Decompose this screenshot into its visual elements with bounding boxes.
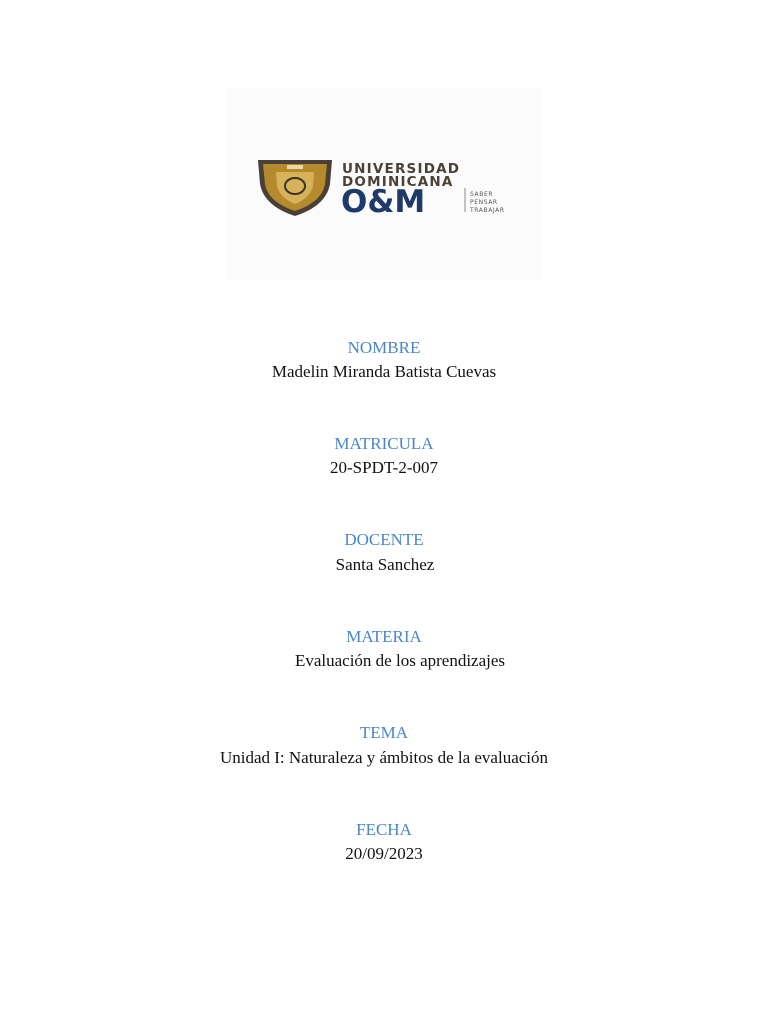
logo-motto-2: PENSAR — [470, 199, 498, 206]
tema-value: Unidad I: Naturaleza y ámbitos de la evaluación — [219, 748, 549, 767]
logo-motto-3: TRABAJAR — [470, 207, 505, 214]
nombre-label: NOMBRE — [347, 338, 421, 357]
nombre-value: Madelin Miranda Batista Cuevas — [271, 362, 497, 381]
docente-label: DOCENTE — [344, 530, 424, 549]
tema-label: TEMA — [359, 723, 409, 742]
logo-line1: UNIVERSIDAD — [342, 161, 461, 177]
shield-icon — [258, 160, 332, 216]
university-logo — [226, 88, 542, 280]
matricula-label: MATRICULA — [334, 434, 434, 453]
logo-line2: DOMINICANA — [342, 174, 454, 190]
logo-graphic — [226, 88, 542, 280]
fecha-label: FECHA — [356, 820, 412, 839]
matricula-value: 20-SPDT-2-007 — [330, 458, 438, 477]
logo-brand: O&M — [341, 184, 426, 220]
docente-value: Santa Sanchez — [335, 555, 435, 574]
fecha-value: 20/09/2023 — [345, 844, 423, 863]
materia-value: Evaluación de los aprendizajes — [294, 651, 506, 670]
logo-motto-1: SABER — [470, 191, 494, 198]
materia-label: MATERIA — [346, 627, 422, 646]
